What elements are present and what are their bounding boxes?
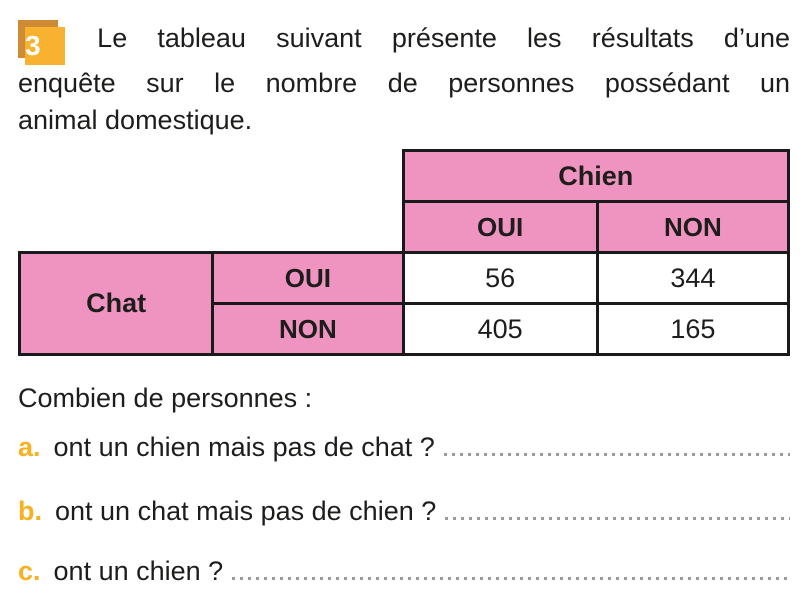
question-b-text: ont un chat mais pas de chien ?: [55, 496, 437, 526]
col-header-chien-oui: OUI: [403, 202, 597, 253]
exercise-intro: [18, 20, 790, 139]
question-b-answer-line: [445, 517, 790, 520]
intro-line-2: [18, 65, 790, 102]
question-b: [18, 494, 790, 528]
table-row-group-header: [20, 151, 789, 202]
intro-text-line-3: animal domestique.: [18, 105, 253, 135]
question-a-answer-line: [444, 453, 790, 456]
cell-chat-non-chien-oui: 405: [403, 304, 597, 355]
exercise-number-badge: 3: [25, 27, 65, 65]
intro-line-3: [18, 102, 790, 139]
question-a-label: a.: [18, 432, 41, 462]
table-blank-region: [20, 202, 404, 253]
question-c-answer-line: [232, 577, 790, 580]
intro-text-line-1: Le tableau suivant présente les résultats d’une: [97, 23, 790, 53]
question-c: [18, 554, 790, 588]
survey-table: [18, 149, 790, 356]
question-b-label: b.: [18, 496, 42, 526]
questions-lead: Combien de personnes :: [18, 383, 313, 413]
row-header-chat-non: NON: [213, 304, 403, 355]
col-header-chien-non: NON: [597, 202, 788, 253]
cell-chat-oui-chien-oui: 56: [403, 253, 597, 304]
table-blank-region: [20, 151, 404, 202]
row-group-header-chat: Chat: [20, 253, 213, 355]
table-row-col-headers: [20, 202, 789, 253]
cell-chat-non-chien-non: 165: [597, 304, 788, 355]
intro-text-line-2: enquête sur le nombre de personnes possédant un: [18, 68, 790, 98]
question-c-text: ont un chien ?: [53, 556, 224, 586]
question-a-text: ont un chien mais pas de chat ?: [53, 432, 435, 462]
col-group-header-chien: Chien: [403, 151, 788, 202]
cell-chat-oui-chien-non: 344: [597, 253, 788, 304]
intro-line-1: [18, 20, 790, 65]
row-header-chat-oui: OUI: [213, 253, 403, 304]
table-row-chat-oui: [20, 253, 789, 304]
question-a: [18, 430, 790, 464]
question-c-label: c.: [18, 556, 41, 586]
